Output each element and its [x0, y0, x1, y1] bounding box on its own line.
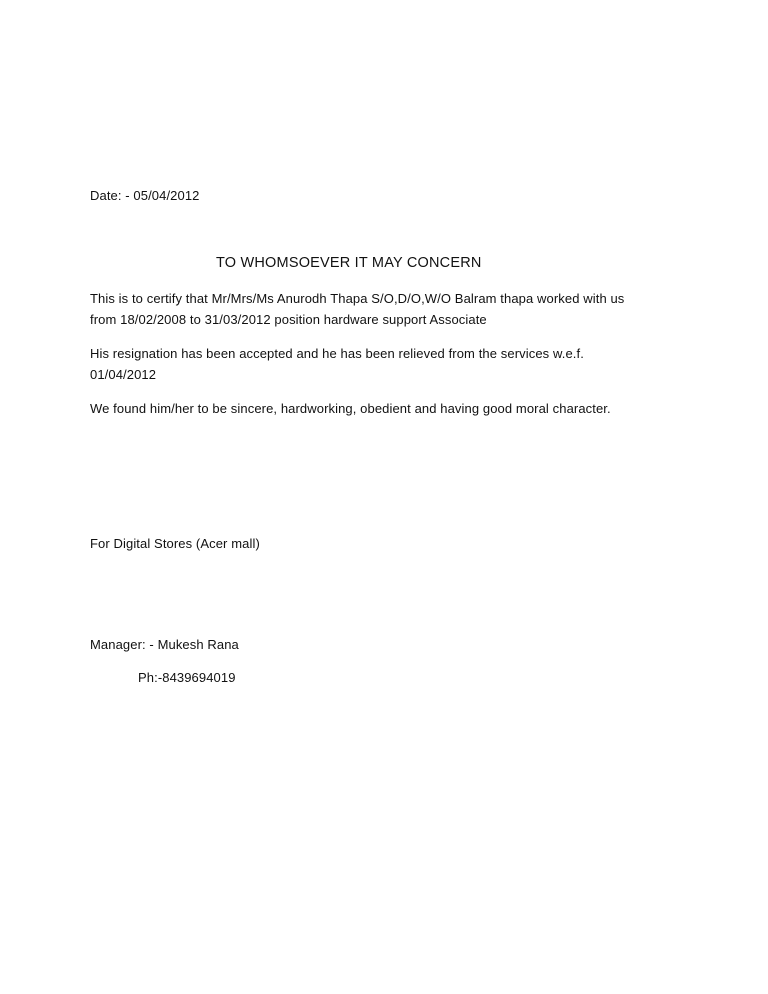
- signatory-line: Manager: - Mukesh Rana: [90, 637, 239, 652]
- paragraph-character: We found him/her to be sincere, hardworking, obedient and having good moral character.: [90, 401, 611, 416]
- letter-date: Date: - 05/04/2012: [90, 188, 200, 203]
- paragraph-line: from 18/02/2008 to 31/03/2012 position hardware support Associate: [90, 312, 487, 327]
- company-line: For Digital Stores (Acer mall): [90, 536, 260, 551]
- paragraph-line: 01/04/2012: [90, 367, 157, 382]
- paragraph-line: This is to certify that Mr/Mrs/Ms Anurodh Thapa S/O,D/O,W/O Balram thapa worked with us: [90, 291, 625, 306]
- letter-heading: TO WHOMSOEVER IT MAY CONCERN: [216, 255, 482, 271]
- paragraph-line: His resignation has been accepted and he has been relieved from the services w.e.f.: [90, 346, 584, 361]
- phone-line: Ph:-8439694019: [138, 670, 236, 685]
